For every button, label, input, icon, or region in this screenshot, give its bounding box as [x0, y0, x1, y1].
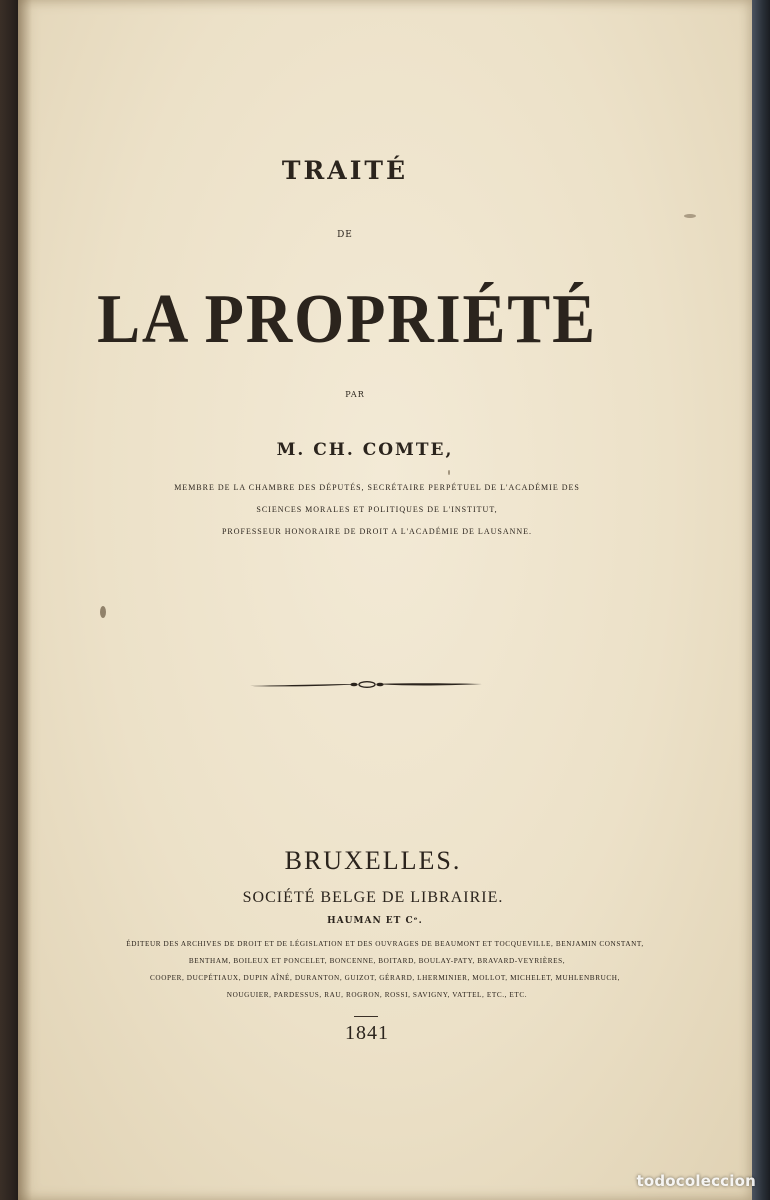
- publisher-list-line: COOPER, DUCPÉTIAUX, DUPIN AÎNÉ, DURANTON, GUIZOT, GÉRARD, LHERMINIER, MOLLOT, MICHELET, MUHLENBRUCH,: [150, 974, 620, 982]
- ornamental-rule-icon: [250, 678, 482, 692]
- paper-stain: [448, 470, 450, 475]
- title-line-1: TRAITÉ: [281, 156, 409, 185]
- watermark: todocoleccion: [636, 1172, 756, 1190]
- imprint-city: BRUXELLES.: [284, 846, 462, 875]
- imprint-publisher-name: HAUMAN ET Cᵉ.: [327, 916, 423, 926]
- publisher-list-line: NOUGUIER, PARDESSUS, RAU, ROGRON, ROSSI, SAVIGNY, VATTEL, ETC., ETC.: [226, 991, 528, 999]
- publisher-list-line: BENTHAM, BOILEUX ET PONCELET, BONCENNE, BOITARD, BOULAY-PATY, BRAVARD-VEYRIÈRES,: [188, 957, 566, 965]
- title-connector: DE: [337, 230, 353, 240]
- author-credit-line: MEMBRE DE LA CHAMBRE DES DÉPUTÉS, SECRÉTAIRE PERPÉTUEL DE L'ACADÉMIE DES: [174, 483, 580, 492]
- paper-stain: [684, 214, 696, 218]
- imprint-publisher: SOCIÉTÉ BELGE DE LIBRAIRIE.: [242, 889, 504, 906]
- publisher-list-line: ÉDITEUR DES ARCHIVES DE DROIT ET DE LÉGISLATION ET DES OUVRAGES DE BEAUMONT ET TOCQUEVILLE, BENJAMIN CONSTANT,: [126, 940, 644, 948]
- paper-stain: [100, 606, 106, 618]
- author-credit-line: SCIENCES MORALES ET POLITIQUES DE L'INSTITUT,: [256, 505, 498, 514]
- author-credit-line: PROFESSEUR HONORAIRE DE DROIT A L'ACADÉMIE DE LAUSANNE.: [221, 527, 533, 536]
- author-name: M. CH. COMTE,: [276, 440, 454, 460]
- book-binding-edge: [752, 0, 770, 1200]
- main-title: LA PROPRIÉTÉ: [97, 281, 597, 358]
- imprint-year: 1841: [345, 1022, 389, 1044]
- by-label: PAR: [345, 390, 365, 399]
- date-rule: [354, 1016, 378, 1017]
